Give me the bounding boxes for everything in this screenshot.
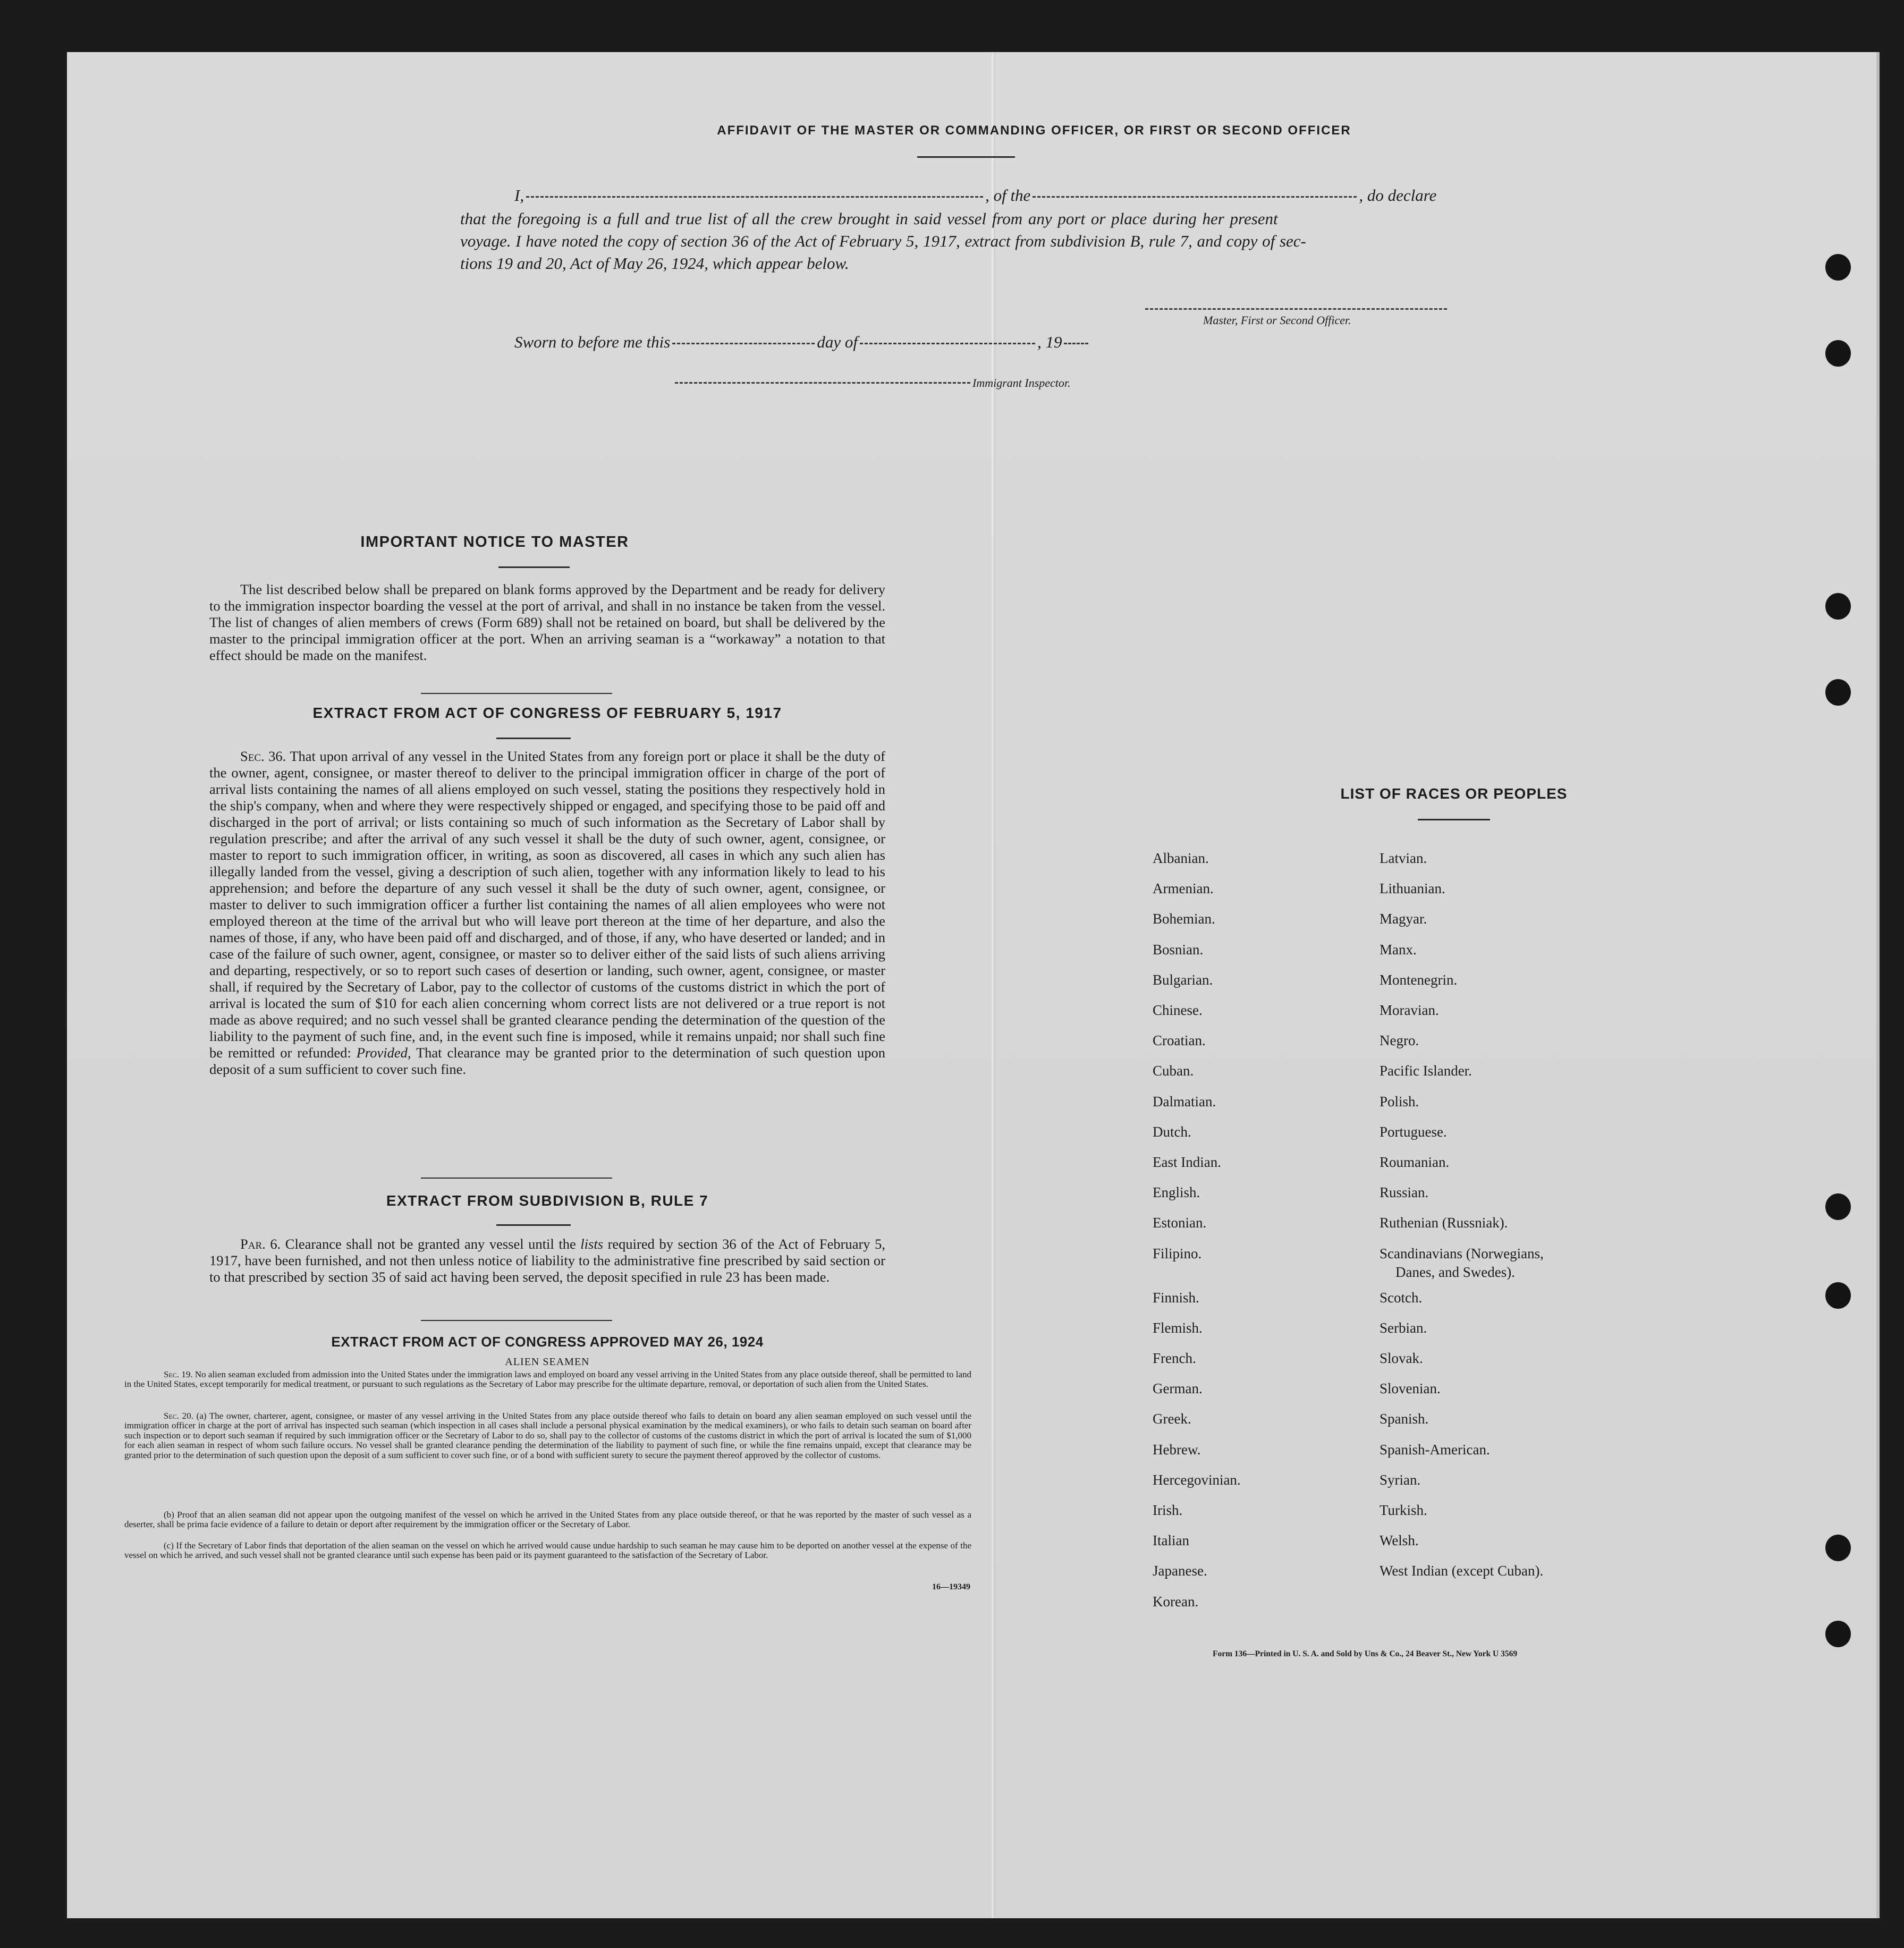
affidavit-line1-prefix: I, (514, 186, 524, 205)
race-item: Korean. (1153, 1593, 1199, 1610)
affidavit-line-1 (514, 186, 1436, 205)
race-item: Serbian. (1380, 1319, 1427, 1336)
race-item: West Indian (except Cuban). (1380, 1563, 1544, 1579)
race-item: Latvian. (1380, 850, 1427, 866)
race-item: Portuguese. (1380, 1123, 1447, 1140)
affidavit-line-4: tions 19 and 20, Act of May 26, 1924, which appear below. (460, 254, 849, 273)
race-item: Bosnian. (1153, 941, 1204, 958)
race-item: Italian (1153, 1532, 1189, 1549)
race-item: Welsh. (1380, 1532, 1419, 1549)
notice-body: The list described below shall be prepared on blank forms approved by the Department and be ready for delivery to the immigration inspector boarding the vessel at the port of arrival, and shall in no instance be taken from the vessel. The list of changes of alien members of crews (Form 689) shall not be retained on board, but shall be delivered by the master to the principal immigration officer at the port. When an arriving seaman is a “workaway” a notation to that effect should be made on the manifest. (209, 581, 885, 663)
sworn-year: , 19 (1037, 333, 1062, 351)
race-item: Bohemian. (1153, 911, 1215, 927)
race-item: Albanian. (1153, 850, 1209, 866)
races-title-rule (1418, 819, 1490, 820)
race-item: Finnish. (1153, 1289, 1199, 1306)
race-item: Syrian. (1380, 1471, 1421, 1488)
sec-19-text (124, 1370, 971, 1390)
master-signature-blank[interactable] (1145, 308, 1447, 310)
notice-title: IMPORTANT NOTICE TO MASTER (360, 533, 629, 550)
race-item: Bulgarian. (1153, 971, 1213, 988)
race-item: Danes, and Swedes). (1395, 1264, 1515, 1281)
sec-20b-text: (b) Proof that an alien seaman did not appear upon the outgoing manifest of the vessel on which he arrived in the United States from any place outside thereof, or that he was reported by the master of such vessel as a deserter, shall be prima facie evidence of a failure to detain or deport after requirement by the immigration officer or the Secretary of Labor. (124, 1510, 971, 1530)
notice-divider (421, 693, 612, 694)
sworn-line (514, 333, 1090, 352)
race-item: Estonian. (1153, 1215, 1207, 1231)
lists-word: lists (580, 1236, 604, 1252)
punch-hole (1825, 254, 1851, 281)
rule7-divider (421, 1320, 612, 1321)
race-item: Russian. (1380, 1184, 1429, 1201)
race-item: Roumanian. (1380, 1154, 1450, 1170)
extract-1917-body (209, 748, 885, 1078)
punch-hole (1825, 1193, 1851, 1220)
races-title: LIST OF RACES OR PEOPLES (1340, 785, 1568, 802)
sec-20c-text: (c) If the Secretary of Labor finds that deportation of the alien seaman on the vessel on which he arrived would cause undue hardship to such seaman he may cause him to be deported on another vessel at the expense of the vessel on which he arrived, and such vessel shall not be granted clearance until such expense has been paid or its payment guaranteed to the satisfaction of the Secretary of Labor. (124, 1540, 971, 1561)
inspector-label: Immigrant Inspector. (972, 376, 1071, 389)
race-item: Dutch. (1153, 1123, 1191, 1140)
rule7-body (209, 1236, 885, 1285)
race-item: Irish. (1153, 1502, 1183, 1518)
race-item: Pacific Islander. (1380, 1063, 1472, 1079)
rule7-text-b: required by section 36 of the Act of February 5, 1917, have been furnished, and not then unless notice of liability to the administrative fine prescribed by said section or to that prescribed by section 35 of said act having been served, the deposit specified in rule 23 has been made. (209, 1236, 885, 1285)
sworn-month-blank[interactable] (860, 343, 1035, 344)
form-code: 16—19349 (932, 1582, 970, 1591)
sworn-date-blank[interactable] (672, 343, 815, 344)
sec-36-text: That upon arrival of any vessel in the United States from any foreign port or place it shall be the duty of the owner, agent, consignee, or master thereof to deliver to the principal immigration officer in charge of the port of arrival lists containing the names of all aliens employed on such vessel, stating the positions they respectively hold in the ship's company, when and where they were respectively shipped or engaged, and specifying those to be paid off and discharged in the port of arrival; or lists containing so much of such information as the Secretary of Labor shall by regulation prescribe; and after the arrival of any such vessel it shall be the duty of such owner, agent, consignee, or master to report to such immigration officer, in writing, as soon as discovered, all cases in which any such alien has illegally landed from the vessel, giving a description of such alien, together with any information likely to lead to his apprehension; and before the departure of any such vessel it shall be the duty of such owner, agent, consignee, or master to deliver to such immigration officer a further list containing the names of all alien employees who were not employed thereon at the time of the arrival but who will leave port thereon at the time of her departure, and also the names of those, if any, who have been paid off and discharged, and of those, if any, who have deserted or landed; and in case of the failure of such owner, agent, consignee, or master so to deliver either of the said lists of such aliens arriving and departing, respectively, or so to report such cases of desertion or landing, such owner, agent, consignee, or master shall, if required by the Secretary of Labor, pay to the collector of customs of the customs district in which the port of arrival is located the sum of $10 for each alien concerning whom correct lists are not delivered or a true report is not made as above required; and no such vessel shall be granted clearance pending the determination of the question of the liability to the payment of such fine, and, in the event such fine is imposed, while it remains unpaid; nor shall such fine be remitted or refunded: (209, 748, 885, 1061)
rule7-title-rule (496, 1224, 571, 1226)
sec-36-label: Sec. 36. (240, 748, 286, 764)
race-item: Slovenian. (1380, 1380, 1441, 1397)
name-blank[interactable] (526, 196, 983, 198)
race-item: Magyar. (1380, 911, 1427, 927)
race-item: Cuban. (1153, 1063, 1194, 1079)
notice-title-rule (498, 566, 570, 568)
race-item: Scotch. (1380, 1289, 1423, 1306)
race-item: French. (1153, 1350, 1196, 1366)
race-item: Flemish. (1153, 1319, 1203, 1336)
race-item: Croatian. (1153, 1032, 1206, 1049)
sworn-day: day of (817, 333, 858, 351)
race-item: Hercegovinian. (1153, 1471, 1241, 1488)
race-item: Filipino. (1153, 1245, 1202, 1261)
inspector-line (673, 376, 1071, 390)
sec-19-body: No alien seaman excluded from admission into the United States under the immigration laws and employed on board any vessel arriving in the United States from any place outside thereof, shall be permitted to land in the United States, except temporarily for medical treatment, or pursuant to such regulations as the Secretary of Labor may prescribe for the ultimate departure, removal, or deportation of such alien from the United States. (124, 1369, 971, 1390)
sec-19-label: Sec. 19. (164, 1369, 193, 1379)
punch-hole (1825, 1282, 1851, 1309)
race-item: Slovak. (1380, 1350, 1423, 1366)
sworn-year-blank[interactable] (1064, 343, 1088, 344)
race-item: Chinese. (1153, 1002, 1203, 1018)
document-page (67, 52, 1880, 1918)
race-item: Scandinavians (Norwegians, (1380, 1245, 1544, 1261)
race-item: Ruthenian (Russniak). (1380, 1215, 1508, 1231)
race-item: Armenian. (1153, 880, 1214, 897)
affidavit-title-rule (917, 156, 1015, 158)
provided-word: Provided, (356, 1045, 411, 1061)
extract-1917-rule (496, 738, 571, 739)
race-item: Polish. (1380, 1093, 1419, 1109)
race-item: Greek. (1153, 1411, 1191, 1427)
rule7-title: EXTRACT FROM SUBDIVISION B, RULE 7 (386, 1192, 709, 1209)
race-item: German. (1153, 1380, 1203, 1397)
rule7-text-a: Clearance shall not be granted any vessel until the (285, 1236, 576, 1252)
race-item: Moravian. (1380, 1002, 1439, 1018)
punch-hole (1825, 340, 1851, 367)
race-item: English. (1153, 1184, 1200, 1201)
form-footer: Form 136—Printed in U. S. A. and Sold by Uns & Co., 24 Beaver St., New York U 3569 (1213, 1649, 1518, 1658)
affidavit-line1-suffix: , do declare (1359, 186, 1437, 205)
race-item: Lithuanian. (1380, 880, 1445, 897)
par-6-label: Par. 6. (240, 1236, 281, 1252)
punch-hole (1825, 1621, 1851, 1647)
vessel-blank[interactable] (1033, 196, 1357, 198)
extract-1917-divider (421, 1178, 612, 1179)
alien-seamen-subtitle: ALIEN SEAMEN (505, 1356, 590, 1368)
page-fold-crease (992, 52, 994, 1918)
affidavit-line-2: that the foregoing is a full and true list of all the crew brought in said vessel from any port or place during her present (460, 209, 1278, 228)
punch-hole (1825, 679, 1851, 706)
race-item: Turkish. (1380, 1502, 1427, 1518)
inspector-signature-blank[interactable] (675, 382, 970, 384)
affidavit-line-3: voyage. I have noted the copy of section 36 of the Act of February 5, 1917, extract from subdivision B, rule 7, and copy of sec- (460, 232, 1306, 250)
race-item: Japanese. (1153, 1563, 1207, 1579)
race-item: Hebrew. (1153, 1441, 1201, 1458)
race-item: Spanish-American. (1380, 1441, 1490, 1458)
act-1924-title: EXTRACT FROM ACT OF CONGRESS APPROVED MAY 26, 1924 (331, 1334, 764, 1350)
race-item: Manx. (1380, 941, 1417, 958)
race-item: Dalmatian. (1153, 1093, 1216, 1109)
sec-20a-body: (a) The owner, charterer, agent, consignee, or master of any vessel arriving in the United States from any place outside thereof who fails to detain on board any alien seaman employed on such vessel until the immigration officer in charge at the port of arrival has inspected such seaman (which inspection in all cases shall include a personal physical examination by the medical examiners), or who fails to detain such seaman on board after such inspection or to deport such seaman if required by such immigration officer or the Secretary of Labor to do so, shall pay to the collector of customs of the customs district in which the port of arrival is located the sum of $1,000 for each alien seaman in respect of whom such failure occurs. No vessel shall be granted clearance pending the determination of the liability to payment of such fine, or while the fine remains unpaid, except that clearance may be granted prior to the determination of such question upon the deposit of a sum sufficient to cover such fine, or of a bond with sufficient surety to secure the payment thereof approved by the collector of customs. (124, 1411, 971, 1460)
extract-1917-title: EXTRACT FROM ACT OF CONGRESS OF FEBRUARY 5, 1917 (312, 705, 782, 721)
race-item: East Indian. (1153, 1154, 1221, 1170)
punch-hole (1825, 593, 1851, 620)
sec-20a-text (124, 1411, 971, 1460)
affidavit-line1-mid: , of the (985, 186, 1031, 205)
race-item: Montenegrin. (1380, 971, 1458, 988)
race-item: Negro. (1380, 1032, 1419, 1049)
sec-36-text-end: That clearance may be granted prior to the determination of such question upon deposit of a sum sufficient to cover such fine. (209, 1045, 886, 1077)
race-item: Spanish. (1380, 1411, 1429, 1427)
master-label: Master, First or Second Officer. (1203, 314, 1351, 327)
affidavit-title: AFFIDAVIT OF THE MASTER OR COMMANDING OFFICER, OR FIRST OR SECOND OFFICER (717, 123, 1351, 138)
sworn-prefix: Sworn to before me this (514, 333, 671, 351)
sec-20-label: Sec. 20. (164, 1411, 193, 1421)
punch-hole (1825, 1535, 1851, 1561)
